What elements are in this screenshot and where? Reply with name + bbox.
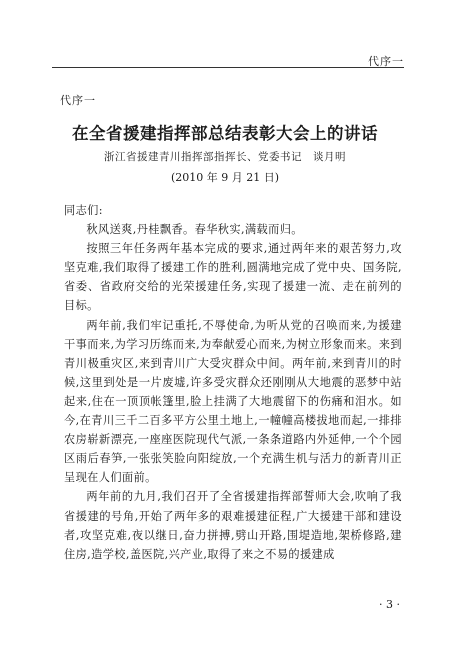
paragraph: 两年前的九月,我们召开了全省援建指挥部誓师大会,吹响了我省援建的号角,开始了两年多的艰难援建征程,广大援建干部和建设者,攻坚克难,夜以继日,奋力拼搏,劈山开路,围堤造地,架桥修路,建住房,造学校,盖医院,兴产业,取得了来之不易的援建成: [64, 490, 402, 561]
running-header: 代序一: [368, 55, 404, 68]
section-label: 代序一: [60, 94, 96, 107]
page-number: · 3 ·: [379, 598, 400, 611]
speech-date: (2010 年 9 月 21 日): [170, 171, 280, 184]
header-rule: [52, 67, 404, 68]
paragraph: 两年前,我们牢记重托,不辱使命,为听从党的召唤而来,为援建干事而来,为学习历练而来,为奉献爱心而来,为树立形象而来。来到青川极重灾区,来到青川广大受灾群众中间。两年前,来到青川的时候,这里到处是一片废墟,许多受灾群众还刚刚从大地震的恶梦中站起来,住在一顶顶帐篷里,脸上挂满了大地震留下的伤痛和泪水。如今,在青川三千二百多平方公里土地上,一幢幢高楼拔地而起,一排排农房崭新漂亮,一座座医院现代气派,一条条道路内外延伸,一个个园区雨后春笋,一张张笑脸向阳绽放,一个充满生机与活力的新青川正呈现在人们面前。: [64, 318, 402, 485]
speech-title: 在全省援建指挥部总结表彰大会上的讲话: [72, 124, 378, 143]
speech-body: [64, 201, 402, 564]
speaker-byline: 浙江省援建青川指挥部指挥长、党委书记 谈月明: [104, 151, 346, 163]
paragraph: 按照三年任务两年基本完成的要求,通过两年来的艰苦努力,攻坚克难,我们取得了援建工作的胜利,圆满地完成了党中央、国务院,省委、省政府交给的光荣援建任务,实现了援建一流、走在前列的目标。: [64, 242, 402, 313]
salutation: 同志们:: [64, 204, 103, 217]
paragraph: 秋风送爽,丹桂飘香。春华秋实,满载而归。: [86, 223, 303, 237]
